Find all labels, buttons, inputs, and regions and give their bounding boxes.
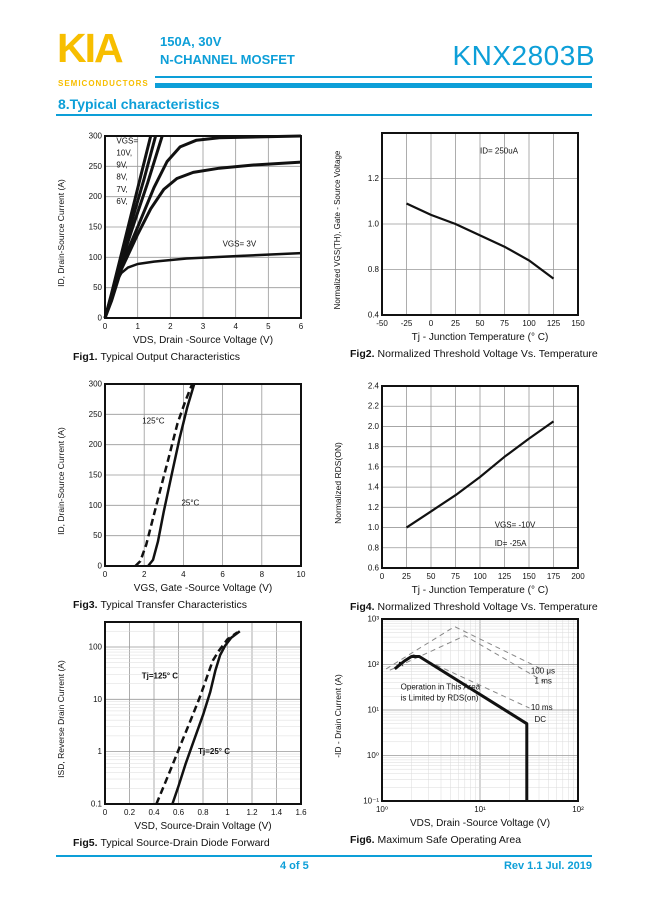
svg-text:2: 2 bbox=[141, 570, 147, 579]
svg-text:VGS= 3V: VGS= 3V bbox=[222, 239, 257, 249]
fig5-caption-number: Fig5. bbox=[73, 837, 98, 849]
svg-text:50: 50 bbox=[426, 572, 436, 581]
figure-5 bbox=[55, 616, 313, 858]
fig2-caption-text: Normalized Threshold Voltage Vs. Temperature bbox=[377, 348, 598, 360]
svg-text:Tj=25° C: Tj=25° C bbox=[198, 747, 230, 757]
svg-text:10²: 10² bbox=[367, 660, 379, 669]
fig2-plot-svg bbox=[346, 127, 586, 333]
fig4-y-axis-label: Normalized RDS(ON) bbox=[333, 442, 343, 524]
svg-text:10⁰: 10⁰ bbox=[375, 805, 389, 814]
fig1-caption bbox=[73, 351, 240, 363]
svg-text:1.4: 1.4 bbox=[367, 482, 379, 492]
fig1-x-axis-label: VDS, Drain -Source Voltage (V) bbox=[132, 335, 274, 346]
svg-text:1 ms: 1 ms bbox=[534, 676, 552, 686]
fig6-y-axis-label: -ID - Drain Current (A) bbox=[333, 674, 343, 758]
svg-text:10⁻¹: 10⁻¹ bbox=[363, 796, 379, 806]
svg-text:125°C: 125°C bbox=[142, 416, 165, 426]
svg-text:0: 0 bbox=[379, 572, 385, 581]
svg-text:3: 3 bbox=[200, 322, 206, 331]
header-rule-thin bbox=[155, 76, 592, 78]
svg-text:200: 200 bbox=[88, 192, 102, 202]
fig4-caption bbox=[350, 601, 598, 613]
svg-text:0.6: 0.6 bbox=[367, 563, 379, 573]
svg-text:10 ms: 10 ms bbox=[530, 703, 553, 712]
fig6-caption bbox=[350, 834, 521, 846]
svg-text:6: 6 bbox=[220, 570, 225, 579]
fig3-caption bbox=[73, 599, 247, 611]
device-rating: 150A, 30V bbox=[160, 34, 222, 49]
svg-text:2.2: 2.2 bbox=[367, 401, 379, 411]
svg-text:10: 10 bbox=[93, 694, 102, 704]
svg-text:4: 4 bbox=[233, 322, 238, 331]
svg-text:1: 1 bbox=[97, 747, 102, 757]
fig1-caption-number: Fig1. bbox=[73, 351, 98, 363]
fig4-caption-number: Fig4. bbox=[350, 601, 375, 613]
svg-text:0.6: 0.6 bbox=[172, 808, 185, 817]
svg-text:5: 5 bbox=[266, 322, 271, 331]
fig6-caption-text: Maximum Safe Operating Area bbox=[377, 834, 522, 846]
svg-text:25: 25 bbox=[402, 572, 411, 581]
fig2-caption-number: Fig2. bbox=[350, 348, 375, 360]
svg-text:10V,: 10V, bbox=[116, 148, 133, 158]
fig4-plot-svg bbox=[346, 380, 586, 586]
svg-text:100 μs: 100 μs bbox=[530, 666, 556, 676]
svg-text:VGS= -10V: VGS= -10V bbox=[494, 520, 536, 530]
svg-text:DC: DC bbox=[534, 714, 547, 724]
svg-text:50: 50 bbox=[93, 283, 102, 293]
svg-text:0: 0 bbox=[97, 561, 102, 571]
svg-text:is Limited by RDS(on): is Limited by RDS(on) bbox=[400, 693, 479, 703]
fig3-caption-text: Typical Transfer Characteristics bbox=[100, 599, 247, 611]
svg-text:200: 200 bbox=[571, 572, 585, 581]
fig3-x-axis-label: VGS, Gate -Source Voltage (V) bbox=[133, 583, 273, 594]
svg-text:ID= -25A: ID= -25A bbox=[494, 538, 527, 548]
svg-text:0: 0 bbox=[102, 808, 108, 817]
svg-text:6: 6 bbox=[298, 322, 304, 331]
fig6-caption-number: Fig6. bbox=[350, 834, 375, 846]
svg-text:175: 175 bbox=[546, 572, 561, 581]
svg-text:6V,: 6V, bbox=[116, 196, 128, 206]
svg-text:0.8: 0.8 bbox=[367, 265, 379, 274]
svg-text:VGS=: VGS= bbox=[116, 136, 139, 146]
svg-text:100: 100 bbox=[88, 252, 102, 262]
svg-text:125: 125 bbox=[497, 572, 512, 581]
svg-text:10¹: 10¹ bbox=[367, 705, 379, 715]
svg-text:1: 1 bbox=[225, 808, 230, 817]
figure-6 bbox=[332, 613, 590, 855]
header-rule-thick bbox=[155, 83, 592, 88]
kia-logo-subtext: SEMICONDUCTORS bbox=[58, 79, 149, 88]
fig5-caption bbox=[73, 837, 270, 849]
svg-text:300: 300 bbox=[88, 379, 102, 389]
svg-text:1.6: 1.6 bbox=[295, 808, 307, 817]
figure-3 bbox=[55, 378, 313, 620]
fig1-caption-text: Typical Output Characteristics bbox=[100, 351, 240, 363]
svg-text:300: 300 bbox=[88, 131, 102, 141]
svg-text:0: 0 bbox=[97, 313, 102, 323]
svg-text:150: 150 bbox=[571, 319, 585, 328]
svg-text:50: 50 bbox=[475, 319, 485, 328]
svg-text:10: 10 bbox=[296, 570, 306, 579]
fig5-x-axis-label: VSD, Source-Drain Voltage (V) bbox=[134, 821, 272, 832]
fig2-y-axis-label: Normalized VGS(TH), Gate - Source Voltage bbox=[333, 150, 342, 310]
svg-text:-25: -25 bbox=[400, 319, 413, 328]
svg-text:1.4: 1.4 bbox=[270, 808, 283, 817]
kia-logo: KIA bbox=[57, 25, 122, 71]
figure-4 bbox=[332, 380, 598, 622]
svg-text:10¹: 10¹ bbox=[474, 805, 486, 814]
svg-text:1.8: 1.8 bbox=[367, 442, 379, 452]
svg-text:0.4: 0.4 bbox=[367, 310, 379, 320]
svg-text:250: 250 bbox=[88, 161, 102, 171]
svg-text:↖: ↖ bbox=[397, 659, 405, 669]
svg-text:10⁰: 10⁰ bbox=[366, 751, 379, 760]
fig3-y-axis-label: ID, Drain-Source Current (A) bbox=[56, 427, 66, 535]
svg-text:0.8: 0.8 bbox=[197, 808, 209, 817]
svg-text:0.2: 0.2 bbox=[123, 808, 136, 817]
svg-text:25: 25 bbox=[451, 319, 460, 328]
figure-2 bbox=[332, 127, 598, 369]
svg-text:50: 50 bbox=[93, 531, 102, 541]
footer-rule bbox=[56, 855, 592, 857]
section-rule bbox=[56, 114, 592, 116]
svg-text:0: 0 bbox=[102, 322, 108, 331]
part-number: KNX2803B bbox=[452, 40, 595, 71]
svg-text:100: 100 bbox=[473, 572, 487, 581]
svg-text:0.8: 0.8 bbox=[367, 543, 379, 553]
section-title: 8.Typical characteristics bbox=[58, 96, 220, 112]
fig1-plot-svg bbox=[69, 130, 309, 336]
revision-label: Rev 1.1 Jul. 2019 bbox=[503, 860, 592, 872]
svg-text:Operation in This Area: Operation in This Area bbox=[400, 682, 481, 692]
svg-text:1.0: 1.0 bbox=[367, 219, 379, 229]
svg-text:2.0: 2.0 bbox=[367, 421, 379, 431]
fig3-caption-number: Fig3. bbox=[73, 599, 98, 611]
fig5-plot-svg bbox=[69, 616, 309, 822]
fig2-x-axis-label: Tj - Junction Temperature (° C) bbox=[411, 332, 549, 343]
fig2-caption bbox=[350, 348, 598, 360]
page-indicator: 4 of 5 bbox=[280, 860, 309, 872]
svg-text:100: 100 bbox=[88, 642, 102, 652]
svg-text:4: 4 bbox=[181, 570, 186, 579]
svg-text:0: 0 bbox=[102, 570, 108, 579]
svg-text:75: 75 bbox=[451, 572, 460, 581]
svg-text:2: 2 bbox=[168, 322, 173, 331]
svg-text:7V,: 7V, bbox=[116, 184, 128, 194]
svg-text:25°C: 25°C bbox=[181, 498, 200, 508]
fig1-y-axis-label: ID, Drain-Source Current (A) bbox=[56, 179, 66, 287]
svg-text:9V,: 9V, bbox=[116, 160, 128, 170]
svg-text:0: 0 bbox=[428, 319, 434, 328]
svg-text:1: 1 bbox=[135, 322, 140, 331]
fig4-caption-text: Normalized Threshold Voltage Vs. Temperature bbox=[377, 601, 598, 613]
fig5-y-axis-label: ISD, Reverse Drain Current (A) bbox=[56, 660, 66, 778]
svg-text:2.4: 2.4 bbox=[367, 381, 379, 391]
svg-text:1.0: 1.0 bbox=[367, 523, 379, 533]
svg-text:1.2: 1.2 bbox=[367, 174, 379, 183]
svg-text:10³: 10³ bbox=[367, 614, 379, 624]
svg-text:0.1: 0.1 bbox=[90, 799, 102, 809]
device-type: N-CHANNEL MOSFET bbox=[160, 52, 295, 67]
svg-text:Tj=125° C: Tj=125° C bbox=[141, 671, 179, 681]
svg-text:150: 150 bbox=[522, 572, 536, 581]
svg-text:150: 150 bbox=[88, 470, 102, 480]
fig3-plot-svg bbox=[69, 378, 309, 584]
svg-text:10²: 10² bbox=[572, 805, 584, 814]
fig6-x-axis-label: VDS, Drain -Source Voltage (V) bbox=[409, 818, 551, 829]
svg-text:ID= 250uA: ID= 250uA bbox=[480, 146, 519, 156]
svg-text:1.2: 1.2 bbox=[367, 502, 379, 512]
svg-text:8: 8 bbox=[259, 570, 265, 579]
figure-1 bbox=[55, 130, 313, 372]
svg-text:150: 150 bbox=[88, 222, 102, 232]
svg-text:8V,: 8V, bbox=[116, 172, 128, 182]
svg-text:-50: -50 bbox=[376, 319, 388, 328]
svg-text:75: 75 bbox=[500, 319, 509, 328]
fig5-caption-text: Typical Source-Drain Diode Forward bbox=[100, 837, 270, 849]
fig4-x-axis-label: Tj - Junction Temperature (° C) bbox=[411, 585, 549, 596]
svg-text:1.6: 1.6 bbox=[367, 462, 379, 472]
svg-text:250: 250 bbox=[88, 409, 102, 419]
svg-text:100: 100 bbox=[88, 500, 102, 510]
svg-text:0.4: 0.4 bbox=[148, 808, 160, 817]
svg-text:100: 100 bbox=[522, 319, 536, 328]
fig6-plot-svg bbox=[346, 613, 586, 819]
svg-text:1.2: 1.2 bbox=[246, 808, 258, 817]
svg-text:200: 200 bbox=[88, 440, 102, 450]
svg-text:125: 125 bbox=[546, 319, 561, 328]
